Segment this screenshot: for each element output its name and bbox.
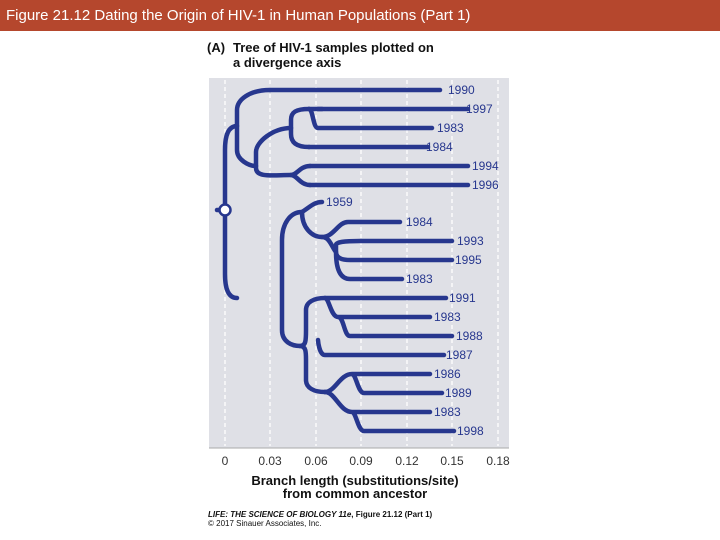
leaf-label: 1989	[445, 386, 472, 400]
x-axis-ticks	[222, 454, 510, 468]
panel-letter: (A)	[207, 40, 226, 55]
x-tick-label: 0.06	[304, 454, 328, 468]
root-node-circle	[220, 205, 231, 216]
credit-book-title: LIFE: THE SCIENCE OF BIOLOGY 11e	[208, 510, 352, 519]
leaf-label: 1995	[455, 253, 482, 267]
credit-figure-ref: , Figure 21.12 (Part 1)	[351, 510, 433, 519]
credit-line1	[208, 510, 432, 519]
x-axis-title-line1: Branch length (substitutions/site)	[251, 473, 459, 488]
x-tick-label: 0.09	[349, 454, 373, 468]
credit-line2: © 2017 Sinauer Associates, Inc.	[208, 519, 322, 528]
panel-title-line2: a divergence axis	[233, 55, 342, 70]
x-tick-label: 0.12	[395, 454, 419, 468]
x-tick-label: 0	[221, 454, 229, 468]
x-axis-title-line2: from common ancestor	[282, 486, 428, 501]
leaf-label: 1991	[449, 291, 476, 305]
figure-credit	[208, 510, 432, 528]
leaf-label: 1996	[472, 178, 499, 192]
x-tick-label: 0.03	[258, 454, 282, 468]
leaf-label: 1959	[326, 195, 353, 209]
leaf-label: 1983	[406, 272, 433, 286]
leaf-label: 1997	[466, 102, 493, 116]
leaf-label: 1993	[457, 234, 484, 248]
leaf-label: 1987	[446, 348, 473, 362]
leaf-label: 1990	[448, 83, 475, 97]
leaf-label: 1988	[456, 329, 483, 343]
x-axis-title	[251, 473, 458, 501]
leaf-label: 1984	[426, 140, 453, 154]
leaf-label: 1984	[406, 215, 433, 229]
leaf-label: 1994	[472, 159, 499, 173]
x-tick-label: 0.15	[440, 454, 464, 468]
leaf-label: 1983	[437, 121, 464, 135]
x-tick-label: 0.18	[486, 454, 510, 468]
panel-title-line1: Tree of HIV-1 samples plotted on	[233, 40, 434, 55]
leaf-label: 1986	[434, 367, 461, 381]
slide-title: Figure 21.12 Dating the Origin of HIV-1 in Human Populations (Part 1)	[6, 7, 471, 24]
leaf-label: 1983	[434, 405, 461, 419]
leaf-label: 1998	[457, 424, 484, 438]
leaf-label: 1983	[434, 310, 461, 324]
